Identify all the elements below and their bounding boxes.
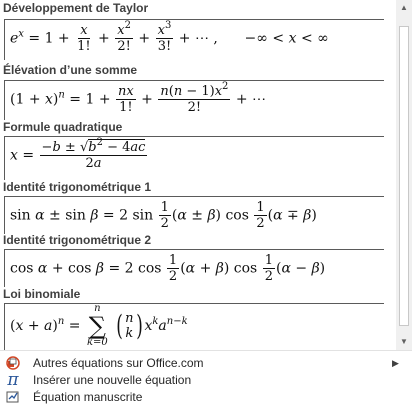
sum-power-equation: $(1 + x)^n = 1$ + $\frac{nx}{1!}$ + $\frac{n(n - 1)x^2}{2!}$ + ⋯ bbox=[10, 81, 267, 115]
gallery-scrollbar[interactable] bbox=[396, 0, 412, 350]
menu-label: Insérer une nouvelle équation bbox=[33, 373, 192, 387]
scroll-up-arrow-icon[interactable]: ▲ bbox=[400, 3, 408, 12]
menu-item-more-equations-online[interactable] bbox=[0, 354, 412, 372]
trig-identity-2-equation: cos α + cos β = 2 cos $\frac{1}{2}$ (α + β) cos $\frac{1}{2}$ (α − β) bbox=[10, 253, 326, 284]
menu-separator bbox=[0, 350, 412, 351]
quadratic-equation: x = $\frac{-b \pm √b^2 - 4ac}{2a}$ bbox=[10, 137, 146, 171]
pi-icon: π bbox=[7, 370, 19, 390]
trig-identity-1-equation: sin α ± sin β = 2 sin $\frac{1}{2}$ (α ± β) cos $\frac{1}{2}$ (α ∓ β) bbox=[10, 200, 317, 231]
section-title: Élévation d’une somme bbox=[3, 63, 138, 77]
gallery-item-quadratic[interactable] bbox=[0, 119, 396, 181]
equation-preview[interactable] bbox=[4, 80, 384, 120]
equation-preview[interactable] bbox=[4, 249, 384, 287]
equation-preview[interactable] bbox=[4, 196, 384, 234]
section-title: Identité trigonométrique 2 bbox=[3, 233, 152, 247]
gallery-item-trig-identity-2[interactable] bbox=[0, 232, 396, 287]
section-title: Formule quadratique bbox=[3, 120, 123, 134]
menu-item-ink-equation[interactable] bbox=[0, 388, 412, 406]
section-title: Loi binomiale bbox=[3, 287, 81, 301]
section-title: Développement de Taylor bbox=[3, 1, 149, 15]
gallery-item-sum-power[interactable] bbox=[0, 62, 396, 120]
office-logo-icon bbox=[5, 355, 21, 371]
menu-item-insert-new-equation[interactable] bbox=[0, 371, 412, 389]
equation-preview[interactable] bbox=[4, 19, 384, 60]
taylor-equation: $e^x = 1$ + $\frac{x}{1!}$ + $\frac{x^2}{2!}$ + $\frac{x^3}{3!}$ + ⋯ , −∞ < x < ∞ bbox=[10, 20, 329, 54]
equation-preview[interactable] bbox=[4, 303, 384, 350]
gallery-item-binomial[interactable] bbox=[0, 286, 396, 350]
scroll-thumb[interactable] bbox=[399, 26, 409, 326]
equation-preview[interactable] bbox=[4, 136, 384, 180]
gallery-item-taylor[interactable] bbox=[0, 0, 396, 60]
submenu-arrow-icon: ▶ bbox=[392, 357, 399, 368]
menu-label: Autres équations sur Office.com bbox=[33, 356, 204, 370]
binomial-equation: $(x + a)^n$ = n ∑ k=0 ( n k ) $x^ka^{n-k}$ bbox=[10, 303, 188, 348]
gallery-item-trig-identity-1[interactable] bbox=[0, 179, 396, 234]
ink-equation-icon bbox=[5, 389, 21, 405]
scroll-down-arrow-icon[interactable]: ▼ bbox=[400, 337, 408, 346]
section-title: Identité trigonométrique 1 bbox=[3, 180, 152, 194]
menu-label: Équation manuscrite bbox=[33, 390, 143, 404]
